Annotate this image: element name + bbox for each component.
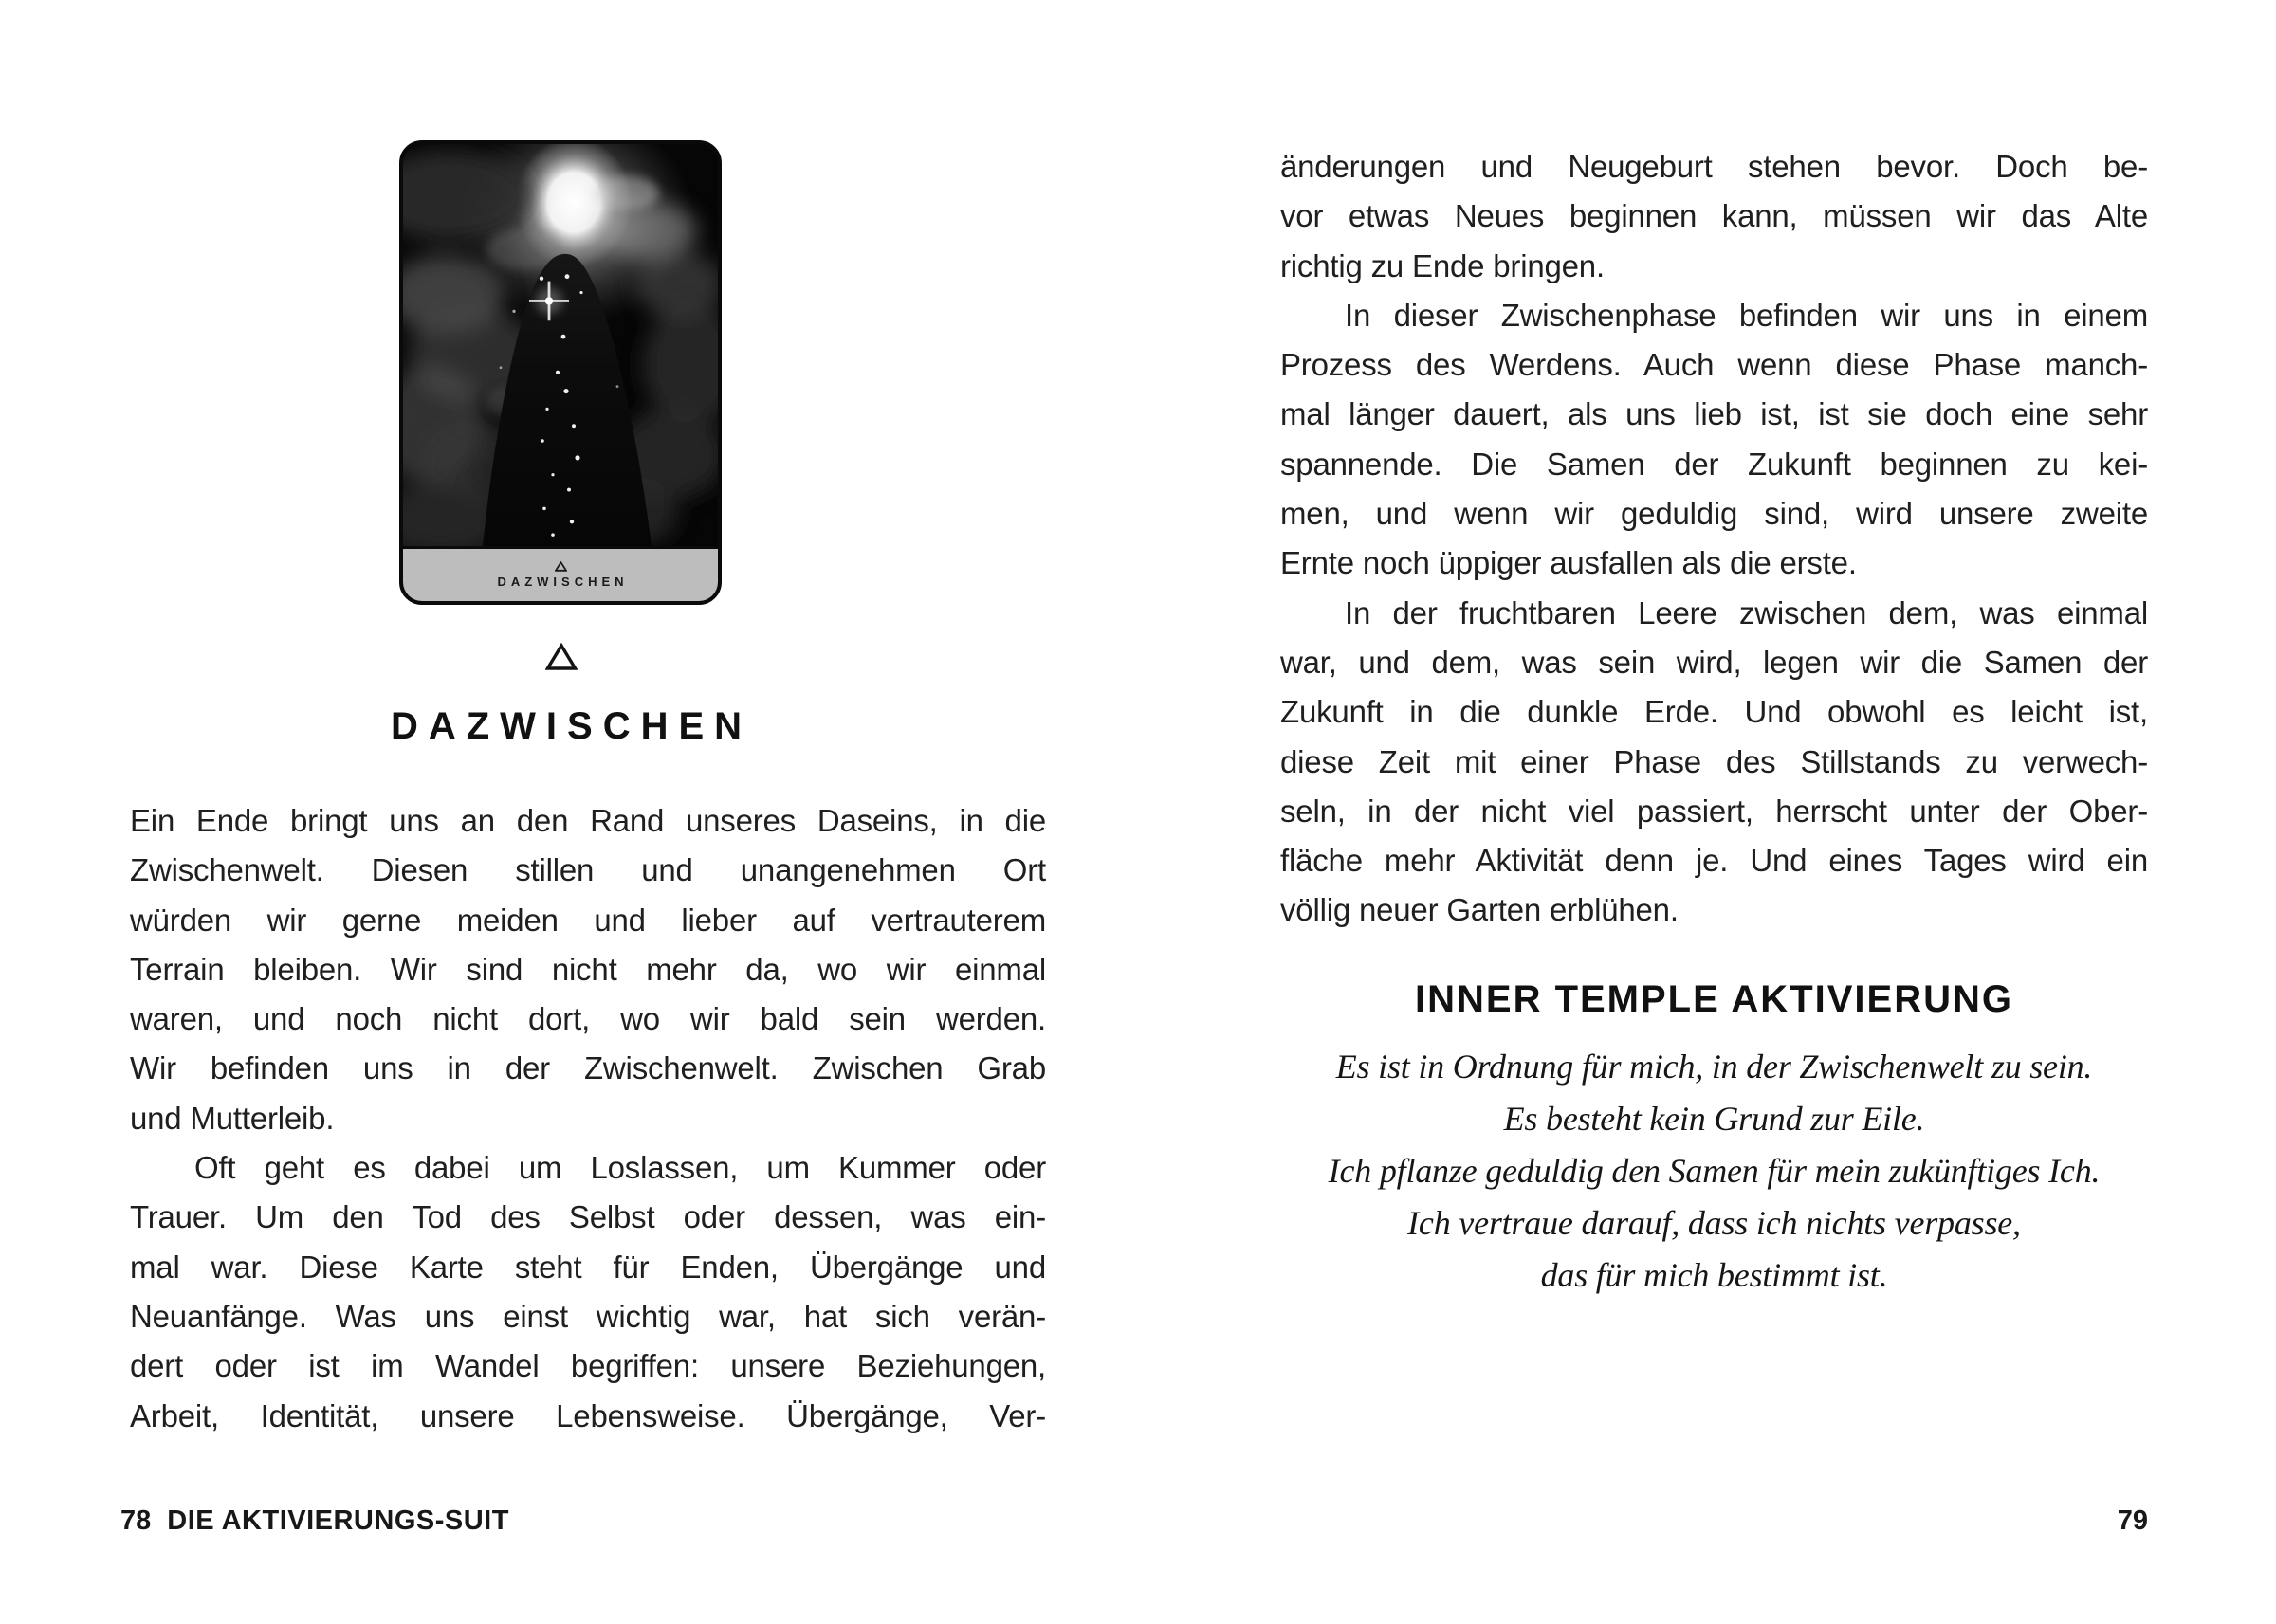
card-title-heading: DAZWISCHEN (390, 705, 753, 747)
left-page-footer (120, 1505, 509, 1537)
body-line: war, und dem, was sein wird, legen wir die Samen der (1280, 644, 2148, 680)
body-line: mal war. Diese Karte steht für Enden, Übergänge und (130, 1249, 1046, 1285)
affirmation-line: Es besteht kein Grund zur Eile. (1503, 1100, 1925, 1138)
page-number: 78 (120, 1505, 152, 1536)
affirmation-line: das für mich bestimmt ist. (1540, 1256, 1888, 1294)
left-page-body (130, 796, 1046, 1441)
right-page-body (1280, 142, 2148, 936)
body-line: vor etwas Neues beginnen kann, müssen wir das Alte (1280, 198, 2148, 234)
card-label: DAZWISCHEN (497, 575, 629, 589)
affirmation-line: Ich pflanze geduldig den Samen für mein zukünftiges Ich. (1328, 1152, 2101, 1190)
suit-symbol (532, 643, 591, 676)
body-line: Arbeit, Identität, unsere Lebensweise. Übergänge, Ver- (130, 1397, 1046, 1433)
body-line: Ernte noch üppiger ausfallen als die erste. (1280, 545, 1857, 581)
affirmation-line: Ich vertraue darauf, dass ich nichts verpasse, (1407, 1204, 2021, 1242)
triangle-icon (555, 561, 567, 572)
activation-heading: INNER TEMPLE AKTIVIERUNG (1415, 978, 2013, 1020)
body-line: Neuanfänge. Was uns einst wichtig war, hat sich verän- (130, 1298, 1046, 1334)
body-line: spannende. Die Samen der Zukunft beginnen zu kei- (1280, 446, 2148, 482)
body-line: Wir befinden uns in der Zwischenwelt. Zwischen Grab (130, 1050, 1046, 1086)
body-line: men, und wenn wir geduldig sind, wird unsere zweite (1280, 496, 2148, 532)
body-line: und Mutterleib. (130, 1100, 335, 1136)
body-line: diese Zeit mit einer Phase des Stillstands zu verwech- (1280, 743, 2148, 779)
body-line: Terrain bleiben. Wir sind nicht mehr da, wo wir einmal (130, 951, 1046, 987)
body-line: mal länger dauert, als uns lieb ist, ist sie doch eine sehr (1280, 396, 2148, 432)
body-line: In der fruchtbaren Leere zwischen dem, was einmal (1345, 594, 2148, 630)
body-line: waren, und noch nicht dort, wo wir bald sein werden. (130, 1001, 1046, 1037)
section-title: DIE AKTIVIERUNGS-SUIT (167, 1505, 509, 1536)
body-line: seln, in der nicht viel passiert, herrscht unter der Ober- (1280, 793, 2148, 829)
oracle-card (399, 140, 722, 605)
affirmation-block (1261, 1041, 2167, 1302)
body-line: In dieser Zwischenphase befinden wir uns in einem (1345, 297, 2148, 333)
card-artwork (403, 144, 718, 546)
body-line: Zwischenwelt. Diesen stillen und unangenehmen Ort (130, 852, 1046, 888)
affirmation-line: Es ist in Ordnung für mich, in der Zwischenwelt zu sein. (1335, 1048, 2093, 1086)
body-line: Trauer. Um den Tod des Selbst oder dessen, was ein- (130, 1199, 1046, 1235)
right-page-footer (1280, 1505, 2148, 1537)
body-line: richtig zu Ende bringen. (1280, 247, 1605, 283)
body-line: änderungen und Neugeburt stehen bevor. Doch be- (1280, 149, 2148, 184)
body-line: Prozess des Werdens. Auch wenn diese Phase manch- (1280, 347, 2148, 383)
body-line: Ein Ende bringt uns an den Rand unseres Daseins, in die (130, 803, 1046, 838)
triangle-icon (545, 643, 578, 671)
body-line: Oft geht es dabei um Loslassen, um Kummer oder (194, 1150, 1046, 1186)
card-title-bar (403, 546, 718, 601)
body-line: würden wir gerne meiden und lieber auf vertrauterem (130, 902, 1046, 938)
page-number: 79 (2117, 1505, 2148, 1536)
body-line: völlig neuer Garten erblühen. (1280, 892, 1679, 928)
body-line: fläche mehr Aktivität denn je. Und eines Tages wird ein (1280, 843, 2148, 879)
body-line: Zukunft in die dunkle Erde. Und obwohl es leicht ist, (1280, 694, 2148, 730)
body-line: dert oder ist im Wandel begriffen: unsere Beziehungen, (130, 1348, 1046, 1384)
